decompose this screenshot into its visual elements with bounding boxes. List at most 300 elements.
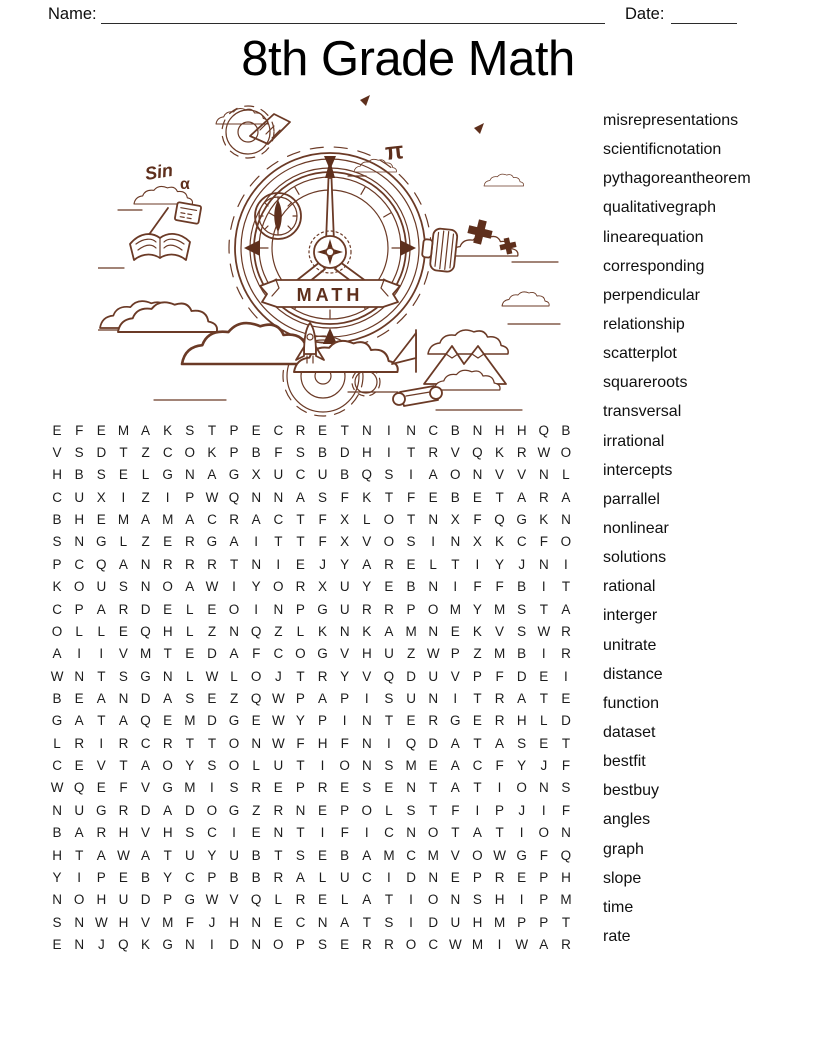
grid-cell: H [118, 914, 129, 930]
grid-cell: O [405, 936, 417, 952]
grid-cell: B [251, 445, 261, 461]
grid-cell: H [561, 869, 571, 885]
grid-cell: Q [96, 556, 107, 572]
grid-cell: I [254, 534, 259, 550]
grid-cell: P [539, 869, 549, 885]
page-title: 8th Grade Math [241, 32, 575, 86]
grid-cell: Q [383, 668, 395, 684]
grid-cell: D [406, 668, 416, 684]
grid-cell: A [185, 579, 195, 595]
grid-cell: M [493, 914, 506, 930]
grid-cell: V [450, 668, 460, 684]
grid-cell: R [118, 601, 129, 617]
grid-cell: W [448, 936, 462, 952]
grid-cell: Q [140, 623, 151, 639]
grid-cell: Q [472, 445, 483, 461]
grid-cell: N [140, 579, 151, 595]
grid-cell: D [428, 914, 439, 930]
grid-cell: J [97, 936, 105, 952]
grid-cell: E [295, 556, 305, 572]
grid-cell: B [251, 869, 261, 885]
grid-cell: E [74, 690, 84, 706]
grid-cell: O [184, 445, 196, 461]
grid-cell: M [162, 512, 174, 528]
grid-cell: D [140, 802, 151, 818]
grid-cell: O [560, 534, 572, 550]
grid-cell: T [119, 758, 128, 774]
grid-cell: Q [538, 422, 550, 438]
grid-cell: T [207, 735, 217, 751]
grid-cell: H [361, 646, 372, 662]
grid-cell: Z [141, 489, 150, 505]
grid-cell: F [274, 445, 283, 461]
grid-cell: I [409, 892, 413, 908]
grid-cell: E [118, 869, 128, 885]
grid-cell: K [495, 534, 505, 550]
grid-cell: O [162, 758, 173, 774]
grid-cell: V [362, 668, 372, 684]
grid-cell: T [451, 556, 460, 572]
grid-cell: O [361, 802, 373, 818]
word-list-item: graph [603, 840, 644, 858]
grid-cell: S [185, 690, 195, 706]
grid-cell: G [162, 936, 173, 952]
grid-cell: E [384, 780, 394, 796]
grid-cell: I [453, 690, 458, 706]
grid-cell: G [51, 713, 63, 729]
grid-cell: R [428, 445, 439, 461]
grid-cell: G [516, 847, 527, 863]
grid-cell: I [99, 646, 104, 662]
grid-cell: S [406, 534, 416, 550]
grid-cell: R [361, 936, 372, 952]
grid-cell: R [384, 601, 394, 617]
grid-cell: S [517, 735, 527, 751]
grid-cell: Y [495, 556, 505, 572]
grid-cell: L [75, 623, 83, 639]
grid-cell: O [73, 579, 85, 595]
grid-cell: C [273, 512, 284, 528]
word-list-item: parrallel [603, 490, 660, 508]
grid-cell: L [562, 467, 570, 483]
grid-cell: L [540, 713, 548, 729]
grid-cell: T [97, 713, 106, 729]
grid-cell: K [141, 936, 151, 952]
grid-cell: W [205, 892, 219, 908]
grid-cell: T [406, 445, 416, 461]
grid-cell: E [251, 825, 261, 841]
grid-cell: A [384, 623, 394, 639]
grid-cell: E [207, 690, 217, 706]
grid-cell: V [495, 467, 505, 483]
grid-cell: N [561, 825, 571, 841]
grid-cell: P [185, 489, 195, 505]
grid-cell: S [207, 758, 217, 774]
grid-cell: C [295, 914, 306, 930]
grid-cell: R [162, 556, 173, 572]
grid-cell: V [495, 623, 505, 639]
grid-cell: I [387, 869, 391, 885]
grid-cell: E [96, 422, 106, 438]
grid-cell: J [540, 758, 548, 774]
grid-cell: S [318, 489, 328, 505]
grid-cell: D [96, 445, 107, 461]
grid-cell: S [229, 780, 239, 796]
grid-cell: A [561, 601, 571, 617]
grid-cell: N [428, 690, 439, 706]
grid-cell: I [232, 825, 236, 841]
grid-cell: D [184, 802, 195, 818]
grid-cell: Q [361, 467, 373, 483]
grid-cell: M [117, 422, 130, 438]
grid-cell: T [296, 534, 305, 550]
grid-cell: U [339, 869, 350, 885]
grid-cell: N [339, 623, 350, 639]
word-list-item: linearequation [603, 228, 704, 246]
grid-cell: N [74, 936, 85, 952]
grid-cell: W [271, 713, 285, 729]
grid-cell: R [207, 556, 217, 572]
word-list-item: misrepresentations [603, 112, 739, 129]
grid-cell: G [96, 802, 107, 818]
grid-cell: E [163, 534, 173, 550]
grid-cell: F [406, 489, 416, 505]
grid-cell: N [74, 534, 85, 550]
grid-cell: V [450, 445, 460, 461]
grid-cell: V [52, 445, 62, 461]
grid-cell: Q [118, 936, 129, 952]
grid-cell: A [141, 512, 151, 528]
grid-cell: O [450, 467, 461, 483]
grid-cell: P [295, 690, 305, 706]
grid-cell: E [539, 735, 549, 751]
word-list-item: bestbuy [603, 782, 660, 800]
grid-cell: N [251, 735, 262, 751]
grid-cell: A [141, 847, 151, 863]
grid-cell: K [318, 623, 328, 639]
grid-cell: A [495, 735, 505, 751]
grid-cell: Y [295, 713, 305, 729]
name-blank-line [101, 7, 605, 24]
grid-cell: I [519, 825, 524, 841]
grid-cell: I [475, 556, 480, 572]
grid-cell: N [406, 422, 416, 438]
banner-text: MATH [296, 285, 364, 305]
grid-cell: E [52, 422, 62, 438]
grid-cell: A [96, 847, 106, 863]
grid-cell: P [318, 713, 328, 729]
grid-cell: P [539, 892, 549, 908]
grid-cell: K [163, 422, 173, 438]
grid-cell: D [207, 713, 217, 729]
grid-cell: T [384, 892, 394, 908]
grid-cell: H [162, 825, 173, 841]
grid-cell: W [537, 623, 551, 639]
word-list-item: intercepts [603, 461, 673, 479]
word-list-item: irrational [603, 432, 665, 450]
grid-cell: T [97, 668, 106, 684]
grid-cell: B [251, 847, 261, 863]
grid-cell: D [561, 713, 571, 729]
grid-cell: R [494, 690, 505, 706]
grid-cell: P [229, 445, 239, 461]
grid-cell: A [207, 467, 217, 483]
grid-cell: O [228, 735, 240, 751]
grid-cell: G [228, 713, 240, 729]
grid-cell: A [561, 489, 571, 505]
word-list-item: rate [603, 927, 631, 945]
grid-cell: E [74, 758, 84, 774]
grid-cell: B [52, 825, 62, 841]
grid-cell: S [118, 579, 128, 595]
grid-cell: U [428, 668, 439, 684]
grid-cell: U [184, 847, 195, 863]
grid-cell: S [295, 847, 305, 863]
word-list-item: angles [603, 811, 651, 829]
grid-cell: I [431, 534, 436, 550]
grid-cell: I [210, 936, 214, 952]
grid-cell: A [163, 690, 173, 706]
grid-cell: L [318, 869, 327, 885]
grid-cell: K [539, 512, 549, 528]
grid-cell: T [539, 601, 548, 617]
grid-cell: F [296, 735, 305, 751]
grid-cell: C [162, 445, 173, 461]
grid-cell: R [561, 646, 571, 662]
grid-cell: B [74, 467, 84, 483]
word-list-item: scientificnotation [603, 141, 722, 159]
grid-cell: N [184, 467, 195, 483]
word-list-item: function [603, 694, 660, 712]
grid-cell: F [75, 422, 84, 438]
grid-cell: P [472, 869, 482, 885]
grid-cell: T [340, 422, 349, 438]
grid-cell: P [450, 646, 460, 662]
word-list-item: interger [603, 607, 658, 625]
grid-cell: E [318, 847, 328, 863]
grid-cell: E [450, 623, 460, 639]
grid-cell: N [251, 489, 262, 505]
grid-cell: E [539, 668, 549, 684]
grid-cell: E [340, 936, 350, 952]
grid-cell: A [295, 869, 305, 885]
grid-cell: H [74, 512, 85, 528]
grid-cell: X [450, 512, 460, 528]
grid-cell: O [51, 623, 63, 639]
grid-cell: W [205, 579, 219, 595]
grid-cell: K [207, 445, 217, 461]
word-search-grid [46, 419, 577, 956]
grid-cell: T [451, 825, 460, 841]
grid-cell: C [273, 646, 284, 662]
grid-cell: I [497, 936, 502, 952]
word-list-item: transversal [603, 403, 682, 421]
grid-cell: P [295, 601, 305, 617]
grid-cell: X [340, 512, 350, 528]
grid-cell: G [206, 534, 218, 550]
grid-cell: Q [250, 623, 262, 639]
grid-cell: L [274, 892, 283, 908]
grid-cell: M [493, 646, 506, 662]
grid-cell: Z [252, 802, 261, 818]
grid-cell: T [274, 534, 283, 550]
grid-cell: C [428, 936, 439, 952]
books-and-pencil [130, 202, 201, 260]
grid-cell: M [184, 780, 196, 796]
grid-cell: Q [494, 512, 505, 528]
grid-cell: B [318, 445, 328, 461]
grid-cell: T [163, 847, 172, 863]
grid-cell: R [317, 668, 328, 684]
grid-cell: I [99, 735, 104, 751]
grid-cell: V [340, 646, 350, 662]
grid-cell: R [295, 892, 306, 908]
grid-cell: G [228, 467, 240, 483]
grid-cell: E [406, 713, 416, 729]
grid-cell: A [96, 690, 106, 706]
grid-cell: I [342, 713, 347, 729]
grid-cell: R [118, 735, 129, 751]
grid-cell: R [538, 489, 549, 505]
word-list-item: squareroots [603, 374, 688, 392]
grid-cell: L [186, 623, 194, 639]
grid-cell: N [450, 534, 461, 550]
grid-cell: P [229, 422, 239, 438]
grid-cell: Q [250, 690, 262, 706]
grid-cell: O [228, 601, 240, 617]
grid-cell: U [384, 646, 394, 662]
grid-cell: A [118, 556, 128, 572]
grid-cell: N [273, 825, 284, 841]
grid-cell: O [250, 668, 262, 684]
grid-cell: O [538, 825, 550, 841]
grid-cell: A [450, 735, 460, 751]
grid-cell: W [50, 780, 64, 796]
grid-cell: R [295, 579, 306, 595]
grid-cell: E [318, 802, 328, 818]
grid-cell: S [52, 534, 62, 550]
grid-cell: N [428, 512, 439, 528]
grid-cell: S [362, 780, 372, 796]
grid-cell: R [184, 556, 195, 572]
grid-cell: Q [73, 780, 85, 796]
sub-dial [255, 193, 301, 239]
grid-cell: A [517, 690, 527, 706]
grid-cell: O [383, 512, 395, 528]
grid-cell: N [184, 936, 195, 952]
grid-cell: D [516, 668, 527, 684]
grid-cell: V [141, 780, 151, 796]
grid-cell: N [538, 467, 549, 483]
grid-cell: U [229, 847, 239, 863]
grid-cell: F [539, 847, 548, 863]
grid-cell: I [409, 914, 413, 930]
grid-cell: M [383, 847, 395, 863]
grid-cell: D [140, 690, 151, 706]
grid-cell: F [318, 534, 327, 550]
grid-cell: C [52, 601, 62, 617]
grid-cell: P [295, 780, 305, 796]
word-list-item: solutions [603, 549, 667, 567]
grid-cell: T [296, 512, 305, 528]
grid-cell: L [429, 556, 437, 572]
grid-cell: N [162, 668, 173, 684]
grid-cell: F [561, 758, 571, 774]
grid-cell: Y [52, 869, 62, 885]
grid-cell: T [429, 802, 438, 818]
grid-cell: P [295, 936, 305, 952]
pointer-west [244, 240, 260, 256]
grid-cell: E [318, 892, 328, 908]
grid-cell: T [429, 780, 438, 796]
grid-cell: H [494, 892, 505, 908]
pi-flag [384, 137, 405, 166]
grid-cell: Q [560, 847, 572, 863]
grid-cell: T [473, 735, 482, 751]
grid-cell: N [361, 758, 372, 774]
grid-cell: W [205, 489, 219, 505]
grid-cell: I [497, 780, 502, 796]
grid-cell: S [185, 825, 195, 841]
grid-cell: I [387, 445, 391, 461]
grid-cell: S [561, 780, 571, 796]
grid-cell: N [251, 556, 262, 572]
grid-cell: N [52, 892, 62, 908]
grid-cell: P [340, 802, 350, 818]
grid-cell: E [251, 713, 261, 729]
grid-cell: N [428, 623, 439, 639]
grid-cell: E [428, 489, 438, 505]
grid-cell: C [74, 556, 85, 572]
grid-cell: U [96, 579, 107, 595]
grid-cell: R [295, 422, 306, 438]
grid-cell: J [208, 914, 216, 930]
grid-cell: M [405, 623, 417, 639]
grid-cell: X [251, 467, 261, 483]
grid-cell: D [339, 445, 350, 461]
grid-cell: L [296, 623, 305, 639]
grid-cell: E [340, 780, 350, 796]
grid-cell: I [564, 556, 568, 572]
grid-cell: F [318, 512, 327, 528]
grid-cell: A [96, 601, 106, 617]
grid-cell: A [163, 802, 173, 818]
grid-cell: T [362, 914, 371, 930]
grid-cell: V [229, 892, 239, 908]
grid-cell: T [274, 847, 283, 863]
grid-cell: S [118, 668, 128, 684]
grid-cell: Z [473, 646, 482, 662]
grid-cell: E [517, 869, 527, 885]
word-list-item: time [603, 898, 634, 916]
name-label: Name: [48, 5, 97, 23]
grid-cell: N [229, 623, 239, 639]
grid-cell: E [273, 780, 283, 796]
grid-cell: F [451, 802, 460, 818]
grid-cell: R [74, 735, 85, 751]
word-list-item: dataset [603, 723, 656, 741]
grid-cell: W [205, 668, 219, 684]
grid-cell: K [495, 445, 505, 461]
grid-cell: I [210, 780, 214, 796]
grid-cell: C [140, 735, 151, 751]
grid-cell: K [362, 489, 372, 505]
grid-cell: G [184, 892, 196, 908]
grid-cell: S [472, 892, 482, 908]
top-accents [360, 95, 484, 134]
grid-cell: T [384, 489, 394, 505]
grid-cell: R [361, 601, 372, 617]
